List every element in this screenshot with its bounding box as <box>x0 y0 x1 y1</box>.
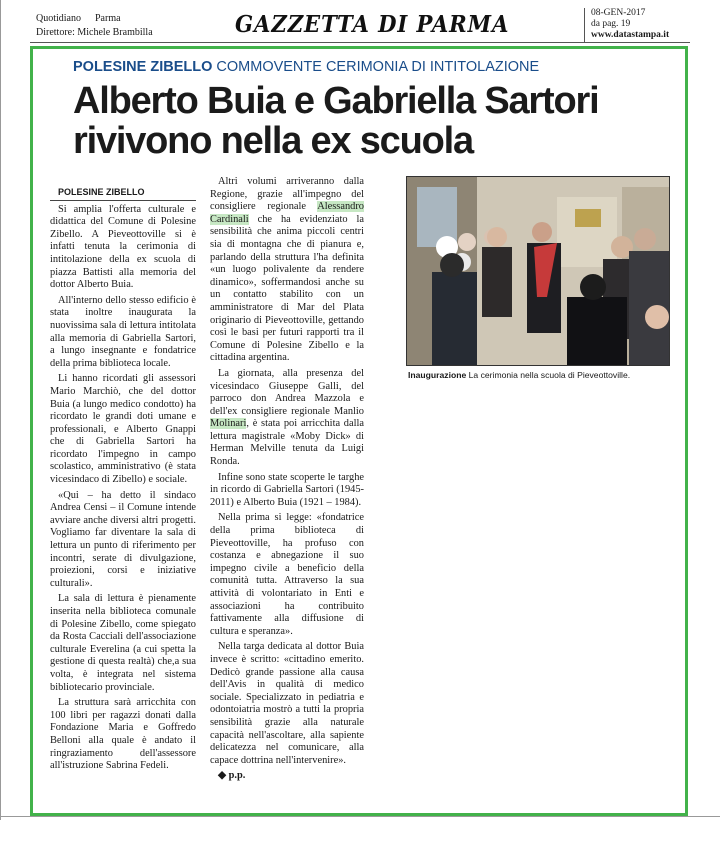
director-line: Direttore: Michele Brambilla <box>36 27 153 38</box>
clipping-header <box>30 8 690 43</box>
headline <box>73 81 673 161</box>
headline-line-2: rivivono nella ex scuola <box>73 120 473 162</box>
headline-line-1: Alberto Buia e Gabriella Sartori <box>73 80 599 122</box>
page-ref: da pag. 19 <box>591 19 631 29</box>
col1-paragraph: La struttura sarà arricchita con 100 libri per ragazzi donati dalla Fondazione Maria e Goffredo Belloni alla quale è andato il ringraziamento dell'assessore all'istruzione Sabrina Fedeli. <box>50 697 196 772</box>
kicker-location: POLESINE ZIBELLO <box>73 59 213 75</box>
col1-paragraph: All'interno dello stesso edificio è stata inoltre inaugurata la nuovissima sala di lettura intitolata alla memoria di Gabriella Sartori, a lungo insegnante e fondatrice della prima biblioteca locale. <box>50 294 196 369</box>
author-signature: ◆ p.p. <box>218 770 246 782</box>
caption-text: La cerimonia nella scuola di Pieveottoville. <box>468 370 631 380</box>
col2-paragraph: Infine sono state scoperte le targhe in ricordo di Gabriella Sartori (1945-2011) e Alberto Buia (1921 – 1984). <box>210 471 364 508</box>
article-column-1 <box>50 186 196 776</box>
date: 08-GEN-2017 <box>591 8 646 18</box>
scan-edge-line <box>0 0 1 820</box>
col1-paragraph: Li hanno ricordati gli assessori Mario Marchiò, che del dottor Buia (a lungo medico condotto) ha ricordato le grandi doti umane e professionali, e Alberto Gnappi che di Gabriella Sartori ha ricordato l'impegno in campo scolastico, amministrativo (è stata vicesindaco di Zibello) e sociale. <box>50 373 196 486</box>
col2-text: che ha evidenziato la sensibilità che anima piccoli centri sia di montagna che di pianura e, parlando della struttura l'ha definita «un luogo polivalente da rendere dinamico», soffermandosi anche su un contatto stabilito con un amministratore di Mar del Plata originario di Pieveottoville, gettando così le basi per futuri rapporti tra il Comune di Polesine Zibello e la cittadina argentina. <box>210 213 364 364</box>
kicker <box>73 59 539 75</box>
col2-paragraph: Nella targa dedicata al dottor Buia invece è scritto: «cittadino emerito. Dedicò grande passione alla causa dell'Avis in qualità di medico sociale. Specializzato in pediatria e odontoiatria mostrò a tutti la propria sensibilità grazie alla naturale capacità nell'ascoltare, alla sapiente delicatezza nel comunicare, alla capace dottrina nell'intervenire». <box>210 641 364 766</box>
paper-type: Quotidiano <box>36 13 81 24</box>
photo-illustration <box>407 177 669 365</box>
header-meta <box>36 12 153 40</box>
kicker-subtitle: COMMOVENTE CERIMONIA DI INTITOLAZIONE <box>216 59 540 75</box>
masthead: GAZZETTA DI PARMA <box>235 11 510 38</box>
photo-caption <box>408 370 670 381</box>
col2-paragraph <box>210 368 364 469</box>
bottom-divider <box>0 816 720 817</box>
source-url: www.datastampa.it <box>591 30 670 40</box>
col1-paragraph: La sala di lettura è pienamente inserita nella biblioteca comunale di Polesine Zibello, come spiegato da Rosta Cacciali dell'associazione culturale Everelina (a cui spetta la gestione di questa realtà) che,a sua volta, è integrata nel sistema bibliotecario provinciale. <box>50 593 196 693</box>
col1-paragraph: Si amplia l'offerta culturale e didattica del Comune di Polesine Zibello. A Pieveottoville si è infatti tenuta la cerimonia di intitolazione della ex scuola di piazza Battisti alla memoria del dottor Alberto Buia. <box>50 203 196 291</box>
caption-label: Inaugurazione <box>408 370 467 380</box>
section-label: POLESINE ZIBELLO <box>50 186 196 201</box>
header-date-box <box>584 8 695 42</box>
col2-text: La giornata, alla presenza del vicesindaco Giuseppe Galli, del parroco don Andrea Mazzola e dell'ex consigliere regionale Manlio <box>210 367 364 417</box>
col2-paragraph: Nella prima si legge: «fondatrice della prima biblioteca di Pieveottoville, ha profuso con costanza e abnegazione il suo impegno civile a beneficio della comunità tutta. Attraverso la sua attività di volontariato in Enti e associazioni ha contribuito fattivamente alla diffusione di cultura e speranza». <box>210 512 364 637</box>
col2-text: Altri volumi arriveranno dalla Regione, grazie all'impegno del consigliere regionale <box>210 176 364 213</box>
col2-paragraph <box>210 176 364 365</box>
highlighted-name: Molinari <box>210 418 247 430</box>
paper-city: Parma <box>95 13 121 24</box>
col2-text: , è stata poi arricchita dalla lettura magistrale «Moby Dick» di Herman Melville tenuta da Luigi Ronda. <box>210 418 364 468</box>
ceremony-photo <box>406 176 670 366</box>
article-column-2 <box>210 176 364 786</box>
col1-paragraph: «Qui – ha detto il sindaco Andrea Censi – il Comune intende avviare anche diversi altri progetti. Vogliamo far diventare la sala di lettura un punto di riferimento per incontri, serate di divulgazione, proiezioni, corsi e iniziative culturali». <box>50 489 196 589</box>
highlighted-name: Alessandro Cardinali <box>210 201 364 225</box>
